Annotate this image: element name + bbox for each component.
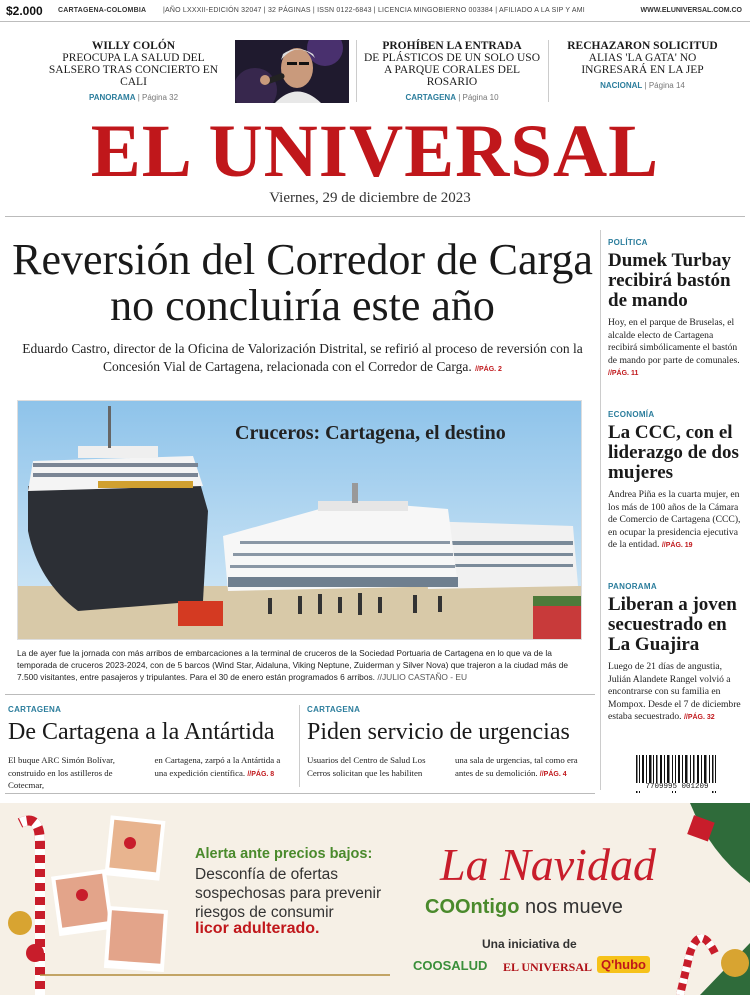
sidebar-story-turbay[interactable] [608, 238, 743, 381]
teaser-section: PANORAMA [88, 93, 136, 102]
story-urgencias[interactable] [307, 705, 597, 781]
teaser-title: DE PLÁSTICOS DE UN SOLO USO A PARQUE CORALES DEL ROSARIO [363, 52, 541, 88]
divider [299, 705, 300, 787]
teaser-title-bold: WILLY COLÓN [91, 40, 176, 52]
website-link[interactable]: WWW.ELUNIVERSAL.COM.CO [640, 7, 742, 14]
story-kicker: ECONOMÍA [608, 410, 655, 419]
ad-alert-title: Alerta ante precios bajos: [195, 846, 373, 862]
teaser-title-bold: PROHÍBEN LA ENTRADA [382, 40, 522, 52]
story-headline[interactable]: Piden servicio de urgencias [307, 719, 570, 745]
price: $2.000 [6, 4, 43, 18]
sidebar-story-guajira[interactable] [608, 582, 743, 725]
barcode-number: 7709995 001209 [632, 783, 722, 791]
page-ref[interactable]: //PÁG. 2 [475, 366, 502, 373]
story-headline[interactable]: La CCC, con el liderazgo de dos mujeres [608, 422, 739, 483]
qhubo-logo: Q'hubo [597, 956, 650, 973]
story-col: Usuarios del Centro de Salud Los Cerros solicitan que les habiliten [307, 755, 426, 778]
singer-photo [235, 40, 349, 103]
story-kicker: POLÍTICA [608, 238, 648, 247]
edition-date: Viernes, 29 de diciembre de 2023 [269, 190, 471, 206]
divider [600, 230, 601, 790]
story-col: en Cartagena, zarpó a la Antártida a una expedición científica. [154, 755, 281, 778]
page-ref[interactable]: //PÁG. 11 [608, 370, 639, 377]
story-kicker: CARTAGENA [8, 705, 62, 714]
teaser-plasticos[interactable] [362, 40, 542, 102]
ad-slogan-rest: nos mueve [525, 896, 623, 918]
teaser-page: | Página 32 [137, 93, 179, 102]
main-deck-text: Eduardo Castro, director de la Oficina de Valorización Distrital, se refirió al proceso de reversión con la Concesión Vial de Cartagena, relacionada con el Corredor de Carga. [22, 341, 583, 374]
teaser-title: PREOCUPA LA SALUD DEL SALSERO TRAS CONCIERTO EN CALI [48, 52, 219, 88]
teaser-willy-colon[interactable] [36, 40, 231, 102]
page-ref[interactable]: //PÁG. 8 [247, 770, 275, 778]
teaser-section: CARTAGENA [405, 93, 456, 102]
main-headline[interactable]: Reversión del Corredor de Carga no concluiría este año [12, 235, 593, 330]
story-headline[interactable]: Dumek Turbay recibirá bastón de mando [608, 250, 732, 311]
ad-navidad-title: La Navidad [440, 839, 656, 890]
ad-slogan [425, 896, 623, 919]
page-ref[interactable]: //PÁG. 19 [661, 542, 693, 549]
photo-caption [17, 647, 582, 683]
caption-text: La de ayer fue la jornada con más arribos de embarcaciones a la terminal de cruceros de la Sociedad Portuaria de Cartagena en lo que va de la temporada de cruceros 2023-2024, con de 5 barcos (Wind Star, Aidaluna, Viking Neptune, Zuiderman y Silver Nova) que trajeron a la ciudad más de 7.500 visitantes, entre pasajeros y tripulantes. Para el 30 de enero están programados 6 arribos. [17, 648, 569, 682]
teaser-page: | Página 14 [644, 81, 685, 90]
divider [5, 694, 595, 695]
story-kicker: CARTAGENA [307, 705, 361, 714]
ad-initiative-label: Una iniciativa de [482, 937, 577, 951]
teaser-title-bold: RECHAZARON SOLICITUD [567, 40, 718, 52]
teaser-la-gata[interactable] [555, 40, 730, 90]
ad-alert-highlight: licor adulterado. [195, 920, 320, 937]
ad-slogan-bold: COOntigo [425, 896, 520, 918]
page-ref[interactable]: //PÁG. 4 [539, 770, 567, 778]
teaser-section: NACIONAL [600, 81, 643, 90]
main-deck [10, 340, 595, 379]
story-headline[interactable]: De Cartagena a la Antártida [8, 719, 275, 745]
story-antartida[interactable] [8, 705, 293, 792]
teaser-page: | Página 10 [458, 93, 499, 102]
photo-title: Cruceros: Cartagena, el destino [235, 422, 506, 444]
photo-credit: //JULIO CASTAÑO - EU [377, 672, 467, 682]
story-headline[interactable]: Liberan a joven secuestrado en La Guajira [608, 594, 737, 655]
story-body: Hoy, en el parque de Bruselas, el alcalde electo de Cartagena recibirá simbólicamente el bastón de mando por parte de comunales. [608, 317, 740, 366]
story-body: Andrea Piña es la cuarta mujer, en los más de 100 años de la Cámara de Comercio de Cartagena (CCC), en ocupar la presidencia ejecutiva de la entidad. [608, 489, 741, 550]
city-label: CARTAGENA-COLOMBIA [58, 7, 147, 14]
ad-alert-body: Desconfía de ofertas sospechosas para prevenir riesgos de consumir [195, 866, 382, 921]
story-body: Luego de 21 días de angustia, Julián Alandete Rangel volvió a encontrarse con su familia en Mompox. Desde el 7 de diciembre estaba secuestrado. [608, 661, 741, 722]
info-strip [0, 0, 750, 22]
story-col: El buque ARC Simón Bolívar, construido en los astilleros de Cotecmar, [8, 755, 115, 790]
divider [5, 216, 745, 217]
coosalud-logo: COOSALUD [413, 958, 488, 973]
story-col: una sala de urgencias, tal como era antes de su demolición. [455, 755, 578, 778]
story-kicker: PANORAMA [608, 582, 657, 591]
divider [5, 793, 595, 794]
divider [356, 40, 357, 102]
masthead-logo: EL UNIVERSAL [90, 110, 660, 193]
teaser-title: ALIAS 'LA GATA' NO INGRESARÁ EN LA JEP [581, 52, 704, 76]
page-ref[interactable]: //PÁG. 32 [683, 714, 715, 721]
el-universal-logo: EL UNIVERSAL [503, 960, 593, 974]
edition-meta: |AÑO LXXXII-EDICIÓN 32047 | 32 PÁGINAS | ISSN 0122-6843 | LICENCIA MINGOBIERNO 003384 | AFILIADO A LA SIP Y AMI [163, 7, 585, 14]
divider [548, 40, 549, 102]
sidebar-story-ccc[interactable] [608, 410, 743, 553]
